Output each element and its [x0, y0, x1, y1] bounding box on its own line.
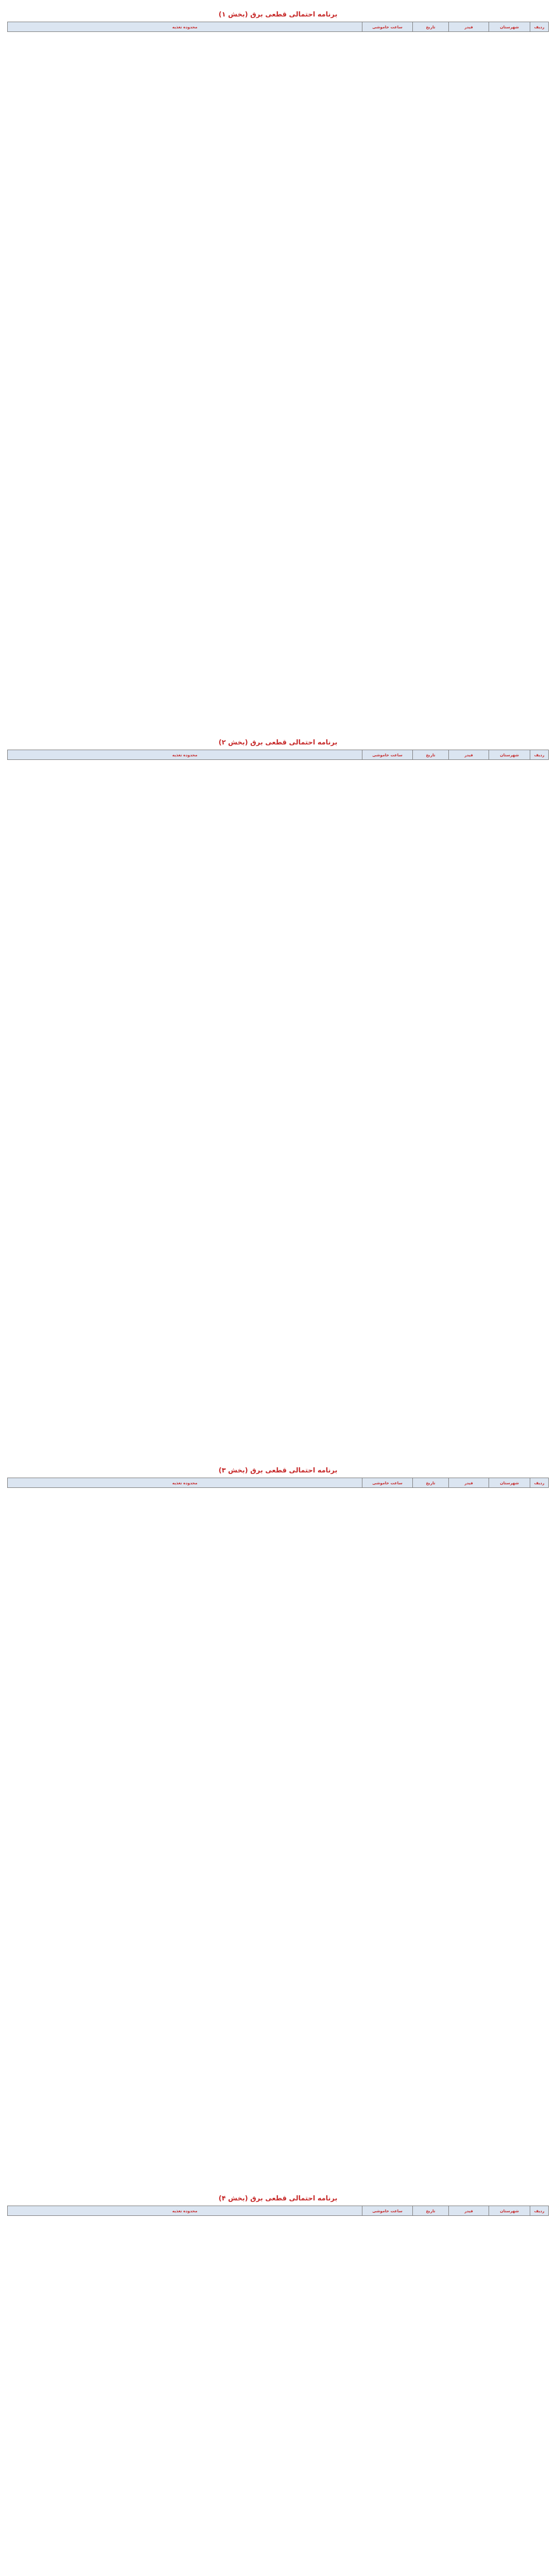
table-header-row: [8, 750, 549, 760]
section-title: برنامه احتمالی قطعی برق (بخش ۳): [218, 1467, 338, 1475]
table-header-row: [8, 2206, 549, 2216]
schedule-section-4: [0, 2184, 556, 2576]
header-row-number: ردیف: [530, 750, 549, 760]
header-row-number: ردیف: [530, 2206, 549, 2216]
header-feeder: فیدر: [449, 1478, 489, 1488]
outage-table: [7, 2206, 549, 2216]
header-date: تاریخ: [413, 750, 449, 760]
header-city: شهرستان: [489, 750, 530, 760]
header-area: محدوده تغذیه: [8, 2206, 362, 2216]
header-time: ساعت خاموشی: [362, 22, 413, 32]
header-feeder: فیدر: [449, 750, 489, 760]
section-title: برنامه احتمالی قطعی برق (بخش ۲): [218, 739, 338, 747]
header-area: محدوده تغذیه: [8, 1478, 362, 1488]
schedule-section-2: [0, 728, 556, 1456]
table-header-row: [8, 22, 549, 32]
header-time: ساعت خاموشی: [362, 1478, 413, 1488]
header-row-number: ردیف: [530, 1478, 549, 1488]
header-date: تاریخ: [413, 22, 449, 32]
header-feeder: فیدر: [449, 22, 489, 32]
header-date: تاریخ: [413, 1478, 449, 1488]
header-city: شهرستان: [489, 22, 530, 32]
header-area: محدوده تغذیه: [8, 750, 362, 760]
outage-table: [7, 22, 549, 32]
header-feeder: فیدر: [449, 2206, 489, 2216]
header-city: شهرستان: [489, 2206, 530, 2216]
outage-table: [7, 1478, 549, 1488]
table-header-row: [8, 1478, 549, 1488]
header-date: تاریخ: [413, 2206, 449, 2216]
schedule-section-1: [0, 0, 556, 728]
section-title: برنامه احتمالی قطعی برق (بخش ۴): [218, 2195, 338, 2202]
header-city: شهرستان: [489, 1478, 530, 1488]
section-title: برنامه احتمالی قطعی برق (بخش ۱): [218, 11, 338, 19]
schedule-section-3: [0, 1456, 556, 2184]
outage-table: [7, 750, 549, 760]
header-time: ساعت خاموشی: [362, 750, 413, 760]
header-time: ساعت خاموشی: [362, 2206, 413, 2216]
header-row-number: ردیف: [530, 22, 549, 32]
header-area: محدوده تغذیه: [8, 22, 362, 32]
